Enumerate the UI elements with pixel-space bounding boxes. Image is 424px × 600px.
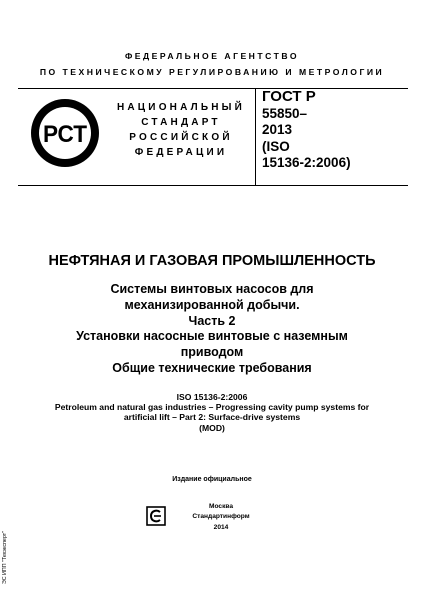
designation-line: 2013 — [262, 122, 293, 137]
iso-line: ISO 15136-2:2006 — [176, 392, 248, 402]
designation-line: 15136-2:2006) — [262, 155, 351, 170]
subtitle-line: Системы винтовых насосов для — [110, 282, 314, 296]
standard-designation — [262, 89, 412, 172]
iso-line: (MOD) — [199, 422, 225, 433]
publisher-block — [166, 502, 276, 533]
subtitle-line: Установки насосные винтовые с наземным — [76, 329, 348, 344]
national-standard-line: СТАНДАРТ — [141, 117, 221, 128]
side-watermark-note: ЭС ИПП "Техэксперт" — [2, 531, 8, 584]
iso-reference-block — [20, 392, 404, 433]
agency-line-2: ПО ТЕХНИЧЕСКОМУ РЕГУЛИРОВАНИЮ И МЕТРОЛОГИИ — [39, 67, 385, 77]
official-edition: Издание официальное — [172, 476, 252, 483]
agency-line-1: ФЕДЕРАЛЬНОЕ АГЕНТСТВО — [124, 51, 300, 61]
publisher-name: Стандартинформ — [192, 513, 250, 521]
vertical-divider — [255, 88, 256, 185]
gost-r-logo-icon — [30, 98, 100, 168]
subtitle-line: Общие технические требования — [112, 360, 312, 375]
iso-line: Petroleum and natural gas industries – Progressing cavity pump systems for — [54, 402, 370, 413]
designation-line: (ISO — [262, 138, 290, 154]
subtitle-line: приводом — [180, 345, 244, 360]
designation-line: ГОСТ Р — [262, 88, 316, 105]
national-standard-line: НАЦИОНАЛЬНЫЙ — [116, 102, 246, 113]
publication-year: 2014 — [213, 523, 229, 531]
document-subtitle — [40, 282, 384, 377]
publisher-city: Москва — [208, 503, 234, 510]
document-title: НЕФТЯНАЯ И ГАЗОВАЯ ПРОМЫШЛЕННОСТЬ — [48, 253, 376, 269]
iso-line: artificial lift – Part 2: Surface-drive systems — [123, 412, 301, 423]
national-standard-block — [110, 100, 252, 160]
logo-text: РСТ — [43, 121, 88, 148]
national-standard-line: РОССИЙСКОЙ — [129, 132, 233, 143]
subtitle-line: механизированной добычи. — [124, 297, 300, 312]
standartinform-logo-icon — [146, 506, 166, 526]
national-standard-line: ФЕДЕРАЦИИ — [134, 147, 228, 158]
bottom-rule — [18, 185, 408, 186]
designation-line: 55850– — [262, 105, 308, 121]
subtitle-line: Часть 2 — [188, 313, 236, 328]
